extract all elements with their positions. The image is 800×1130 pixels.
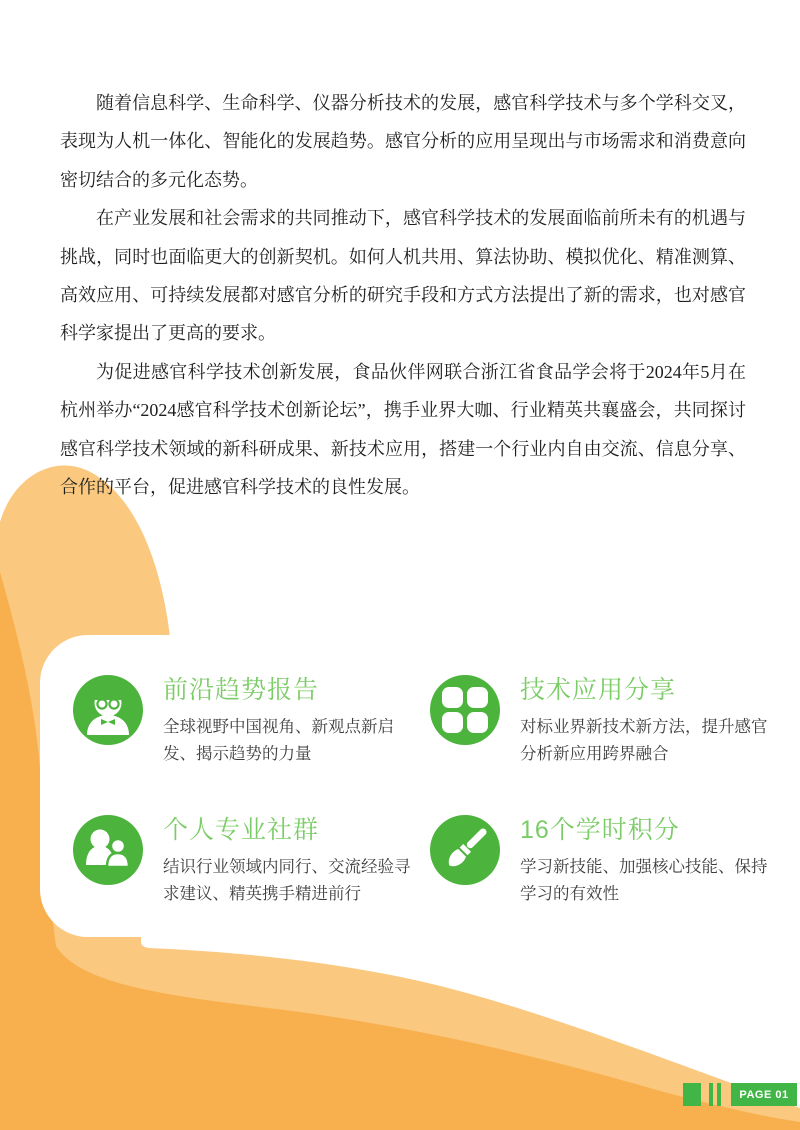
feature-description: 结识行业领域内同行、交流经验寻求建议、精英携手精进前行 (163, 858, 411, 903)
feature-title: 技术应用分享 (520, 676, 677, 704)
feature-community (73, 815, 413, 908)
feature-credits (430, 815, 770, 908)
feature-trend-report (73, 675, 413, 768)
footer-accent-bar (717, 1083, 721, 1106)
feature-title: 前沿趋势报告 (163, 676, 320, 704)
feature-title: 16个学时积分 (520, 816, 680, 844)
community-icon (73, 815, 143, 885)
footer-accent-square (683, 1083, 701, 1106)
features-card (40, 635, 768, 937)
feature-title: 个人专业社群 (163, 816, 320, 844)
intro-text-block (60, 84, 746, 506)
paragraph: 在产业发展和社会需求的共同推动下，感官科学技术的发展面临前所未有的机遇与挑战，同时也面临更大的创新契机。如何人机共用、算法协助、模拟优化、精准测算、高效应用、可持续发展都对感官分析的研究手段和方式方法提出了新的需求，也对感官科学家提出了更高的要求。 (60, 208, 746, 344)
app-grid-icon (430, 675, 500, 745)
paintbrush-icon (430, 815, 500, 885)
page-number-badge (731, 1083, 797, 1106)
feature-description: 对标业界新技术新方法，提升感官分析新应用跨界融合 (520, 718, 768, 763)
page-number-label: PAGE 01 (739, 1088, 789, 1101)
feature-description: 全球视野中国视角、新观点新启发、揭示趋势的力量 (163, 718, 394, 763)
paragraph: 随着信息科学、生命科学、仪器分析技术的发展，感官科学技术与多个学科交叉，表现为人机一体化、智能化的发展趋势。感官分析的应用呈现出与市场需求和消费意向密切结合的多元化态势。 (60, 93, 746, 190)
footer-accent-bar (709, 1083, 713, 1106)
feature-description: 学习新技能、加强核心技能、保持学习的有效性 (520, 858, 768, 903)
presenter-icon (73, 675, 143, 745)
paragraph: 为促进感官科学技术创新发展，食品伙伴网联合浙江省食品学会将于2024年5月在杭州举办“2024感官科学技术创新论坛”，携手业界大咖、行业精英共襄盛会，共同探讨感官科学技术领域的新科研成果、新技术应用，搭建一个行业内自由交流、信息分享、合作的平台，促进感官科学技术的良性发展。 (60, 361, 746, 498)
feature-tech-sharing (430, 675, 770, 768)
